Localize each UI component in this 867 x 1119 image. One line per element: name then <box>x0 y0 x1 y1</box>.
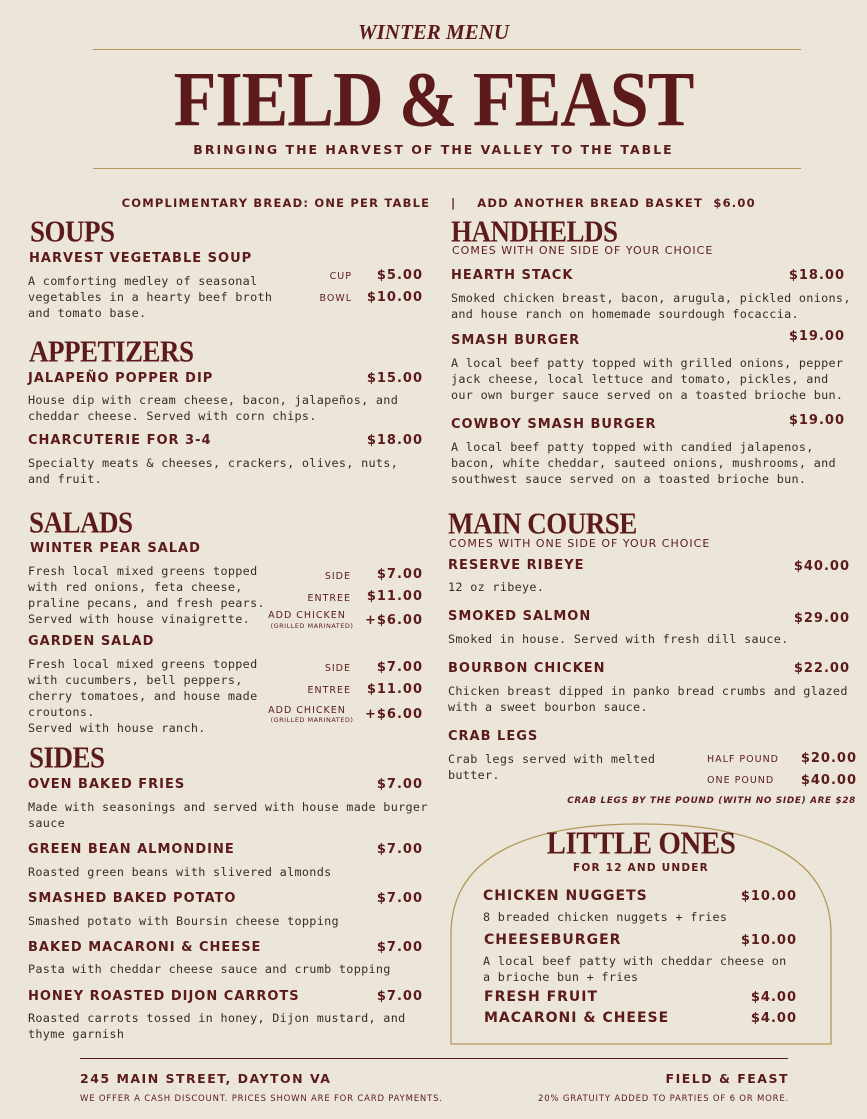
bread-separator: | <box>451 196 457 210</box>
kids-item-description: 8 breaded chicken nuggets + fries <box>483 910 728 924</box>
footer-cash-note: WE OFFER A CASH DISCOUNT. PRICES SHOWN ARE FOR CARD PAYMENTS. <box>80 1094 443 1104</box>
little-ones-subtitle: FOR 12 AND UNDER <box>573 862 709 874</box>
crab-one-label: ONE POUND <box>707 775 775 786</box>
menu-item-name: JALAPEÑO POPPER DIP <box>28 371 214 386</box>
handheld-name: SMASH BURGER <box>451 333 581 348</box>
salad-description: Fresh local mixed greens topped with cucumbers, bell peppers, cherry tomatoes, and house made croutons. <box>28 657 258 719</box>
crab-half-price: $20.00 <box>800 751 857 766</box>
tagline: BRINGING THE HARVEST OF THE VALLEY TO THE TABLE <box>193 142 674 157</box>
kids-item-price: $10.00 <box>740 933 797 948</box>
footer-gratuity: 20% GRATUITY ADDED TO PARTIES OF 6 OR MORE. <box>538 1094 789 1104</box>
restaurant-title: FIELD & FEAST <box>173 57 694 144</box>
main-course-subtitle: COMES WITH ONE SIDE OF YOUR CHOICE <box>449 537 711 550</box>
main-price: $29.00 <box>793 611 850 626</box>
header-top-rule <box>93 49 801 50</box>
salad-side-label: SIDE <box>324 663 351 674</box>
bread-extra: ADD ANOTHER BREAD BASKET $6.00 <box>477 196 756 210</box>
soups-heading: SOUPS <box>30 214 115 249</box>
kids-item-description: A local beef patty with cheddar cheese on a brioche bun + fries <box>483 954 787 984</box>
crab-one-price: $40.00 <box>800 773 857 788</box>
kids-item-name: FRESH FRUIT <box>484 989 599 1005</box>
main-description: Chicken breast dipped in panko bread crumbs and glazed with a sweet bourbon sauce. <box>448 684 848 714</box>
salad-add-chicken-price: +$6.00 <box>364 707 423 722</box>
side-name: SMASHED BAKED POTATO <box>28 891 237 906</box>
menu-item-name: CHARCUTERIE FOR 3-4 <box>28 433 212 448</box>
soup-bowl-label: BOWL <box>319 293 352 304</box>
side-description: Roasted green beans with slivered almonds <box>28 865 332 879</box>
salad-side-price: $7.00 <box>376 660 423 675</box>
side-description: Roasted carrots tossed in honey, Dijon mustard, and thyme garnish <box>28 1011 406 1041</box>
soup-cup-price: $5.00 <box>376 268 423 283</box>
handheld-price: $19.00 <box>788 329 845 344</box>
handheld-price: $19.00 <box>788 413 845 428</box>
kids-item-name: CHEESEBURGER <box>484 932 622 948</box>
kids-item-name: CHICKEN NUGGETS <box>483 888 648 904</box>
sides-heading: SIDES <box>29 740 105 775</box>
salad-description: Fresh local mixed greens topped with red onions, feta cheese, praline pecans, and fresh pears. Served with house vinaigrette. <box>28 564 265 626</box>
side-price: $7.00 <box>376 777 423 792</box>
crab-half-label: HALF POUND <box>707 754 780 765</box>
salad-add-chicken-note: (GRILLED MARINATED) <box>270 716 354 724</box>
handheld-name: HEARTH STACK <box>451 268 574 283</box>
salads-heading: SALADS <box>29 505 133 540</box>
crab-name: CRAB LEGS <box>448 729 539 744</box>
salad-entree-label: ENTREE <box>307 593 351 604</box>
bread-info <box>0 182 867 210</box>
handheld-price: $18.00 <box>788 268 845 283</box>
main-price: $40.00 <box>793 559 850 574</box>
side-name: BAKED MACARONI & CHEESE <box>28 940 262 955</box>
side-price: $7.00 <box>376 891 423 906</box>
salad-add-chicken-label: ADD CHICKEN <box>268 610 346 621</box>
bread-policy: COMPLIMENTARY BREAD: ONE PER TABLE <box>121 196 431 210</box>
side-description: Pasta with cheddar cheese sauce and crumb topping <box>28 962 391 976</box>
salad-entree-label: ENTREE <box>307 685 351 696</box>
side-name: GREEN BEAN ALMONDINE <box>28 842 235 857</box>
soup-cup-label: CUP <box>329 271 352 282</box>
salad-add-chicken-note: (GRILLED MARINATED) <box>270 622 354 630</box>
salad-add-chicken-label: ADD CHICKEN <box>268 705 346 716</box>
kids-item-price: $4.00 <box>750 990 797 1005</box>
handhelds-heading: HANDHELDS <box>451 214 618 249</box>
salad-name: GARDEN SALAD <box>28 634 155 649</box>
footer-address: 245 MAIN STREET, DAYTON VA <box>80 1071 332 1086</box>
side-price: $7.00 <box>376 842 423 857</box>
salad-name: WINTER PEAR SALAD <box>30 541 201 556</box>
main-course-heading: MAIN COURSE <box>448 506 637 541</box>
main-description: Smoked in house. Served with fresh dill sauce. <box>448 632 789 646</box>
side-price: $7.00 <box>376 989 423 1004</box>
handheld-name: COWBOY SMASH BURGER <box>451 417 657 432</box>
handheld-description: A local beef patty topped with candied jalapenos, bacon, white cheddar, sauteed onions, mushrooms, and southwest sauce served on a toasted brioche bun. <box>451 440 836 486</box>
appetizers-heading: APPETIZERS <box>29 334 194 369</box>
menu-item-price: $18.00 <box>366 433 423 448</box>
side-name: HONEY ROASTED DIJON CARROTS <box>28 989 300 1004</box>
menu-item-description: House dip with cream cheese, bacon, jalapeños, and cheddar cheese. Served with corn chips. <box>28 393 399 423</box>
menu-item-price: $15.00 <box>366 371 423 386</box>
crab-description: Crab legs served with melted butter. <box>448 752 656 782</box>
salad-entree-price: $11.00 <box>366 589 423 604</box>
main-name: RESERVE RIBEYE <box>448 558 585 573</box>
side-description: Made with seasonings and served with house made burger sauce <box>28 800 428 830</box>
salad-add-chicken-price: +$6.00 <box>364 613 423 628</box>
side-name: OVEN BAKED FRIES <box>28 777 186 792</box>
handheld-description: Smoked chicken breast, bacon, arugula, pickled onions, and house ranch on homemade sourdough focaccia. <box>451 291 851 321</box>
soup-bowl-price: $10.00 <box>366 290 423 305</box>
little-ones-heading: LITTLE ONES <box>546 826 736 862</box>
side-price: $7.00 <box>376 940 423 955</box>
crab-note: CRAB LEGS BY THE POUND (WITH NO SIDE) ARE $28 <box>567 796 856 806</box>
kids-item-name: MACARONI & CHEESE <box>484 1010 670 1026</box>
main-name: SMOKED SALMON <box>448 609 592 624</box>
kids-item-price: $10.00 <box>740 889 797 904</box>
soup-name: HARVEST VEGETABLE SOUP <box>29 251 253 266</box>
footer-brand: FIELD & FEAST <box>665 1071 789 1086</box>
salad-side-label: SIDE <box>324 571 351 582</box>
main-description: 12 oz ribeye. <box>448 580 545 594</box>
side-description: Smashed potato with Boursin cheese topping <box>28 914 339 928</box>
soup-description: A comforting medley of seasonal vegetables in a hearty beef broth and tomato base. <box>28 274 273 320</box>
menu-item-description: Specialty meats & cheeses, crackers, olives, nuts, and fruit. <box>28 456 399 486</box>
season-label: WINTER MENU <box>357 20 510 44</box>
footer-rule <box>80 1058 788 1059</box>
kids-item-price: $4.00 <box>750 1011 797 1026</box>
salad-entree-price: $11.00 <box>366 682 423 697</box>
main-name: BOURBON CHICKEN <box>448 661 606 676</box>
handhelds-subtitle: COMES WITH ONE SIDE OF YOUR CHOICE <box>452 244 714 257</box>
header-bottom-rule <box>93 168 801 169</box>
main-price: $22.00 <box>793 661 850 676</box>
salad-side-price: $7.00 <box>376 567 423 582</box>
handheld-description: A local beef patty topped with grilled onions, pepper jack cheese, local lettuce and tomato, pickles, and our own burger sauce served on a toasted brioche bun. <box>451 356 844 402</box>
salad-description-extra: Served with house ranch. <box>28 721 206 735</box>
